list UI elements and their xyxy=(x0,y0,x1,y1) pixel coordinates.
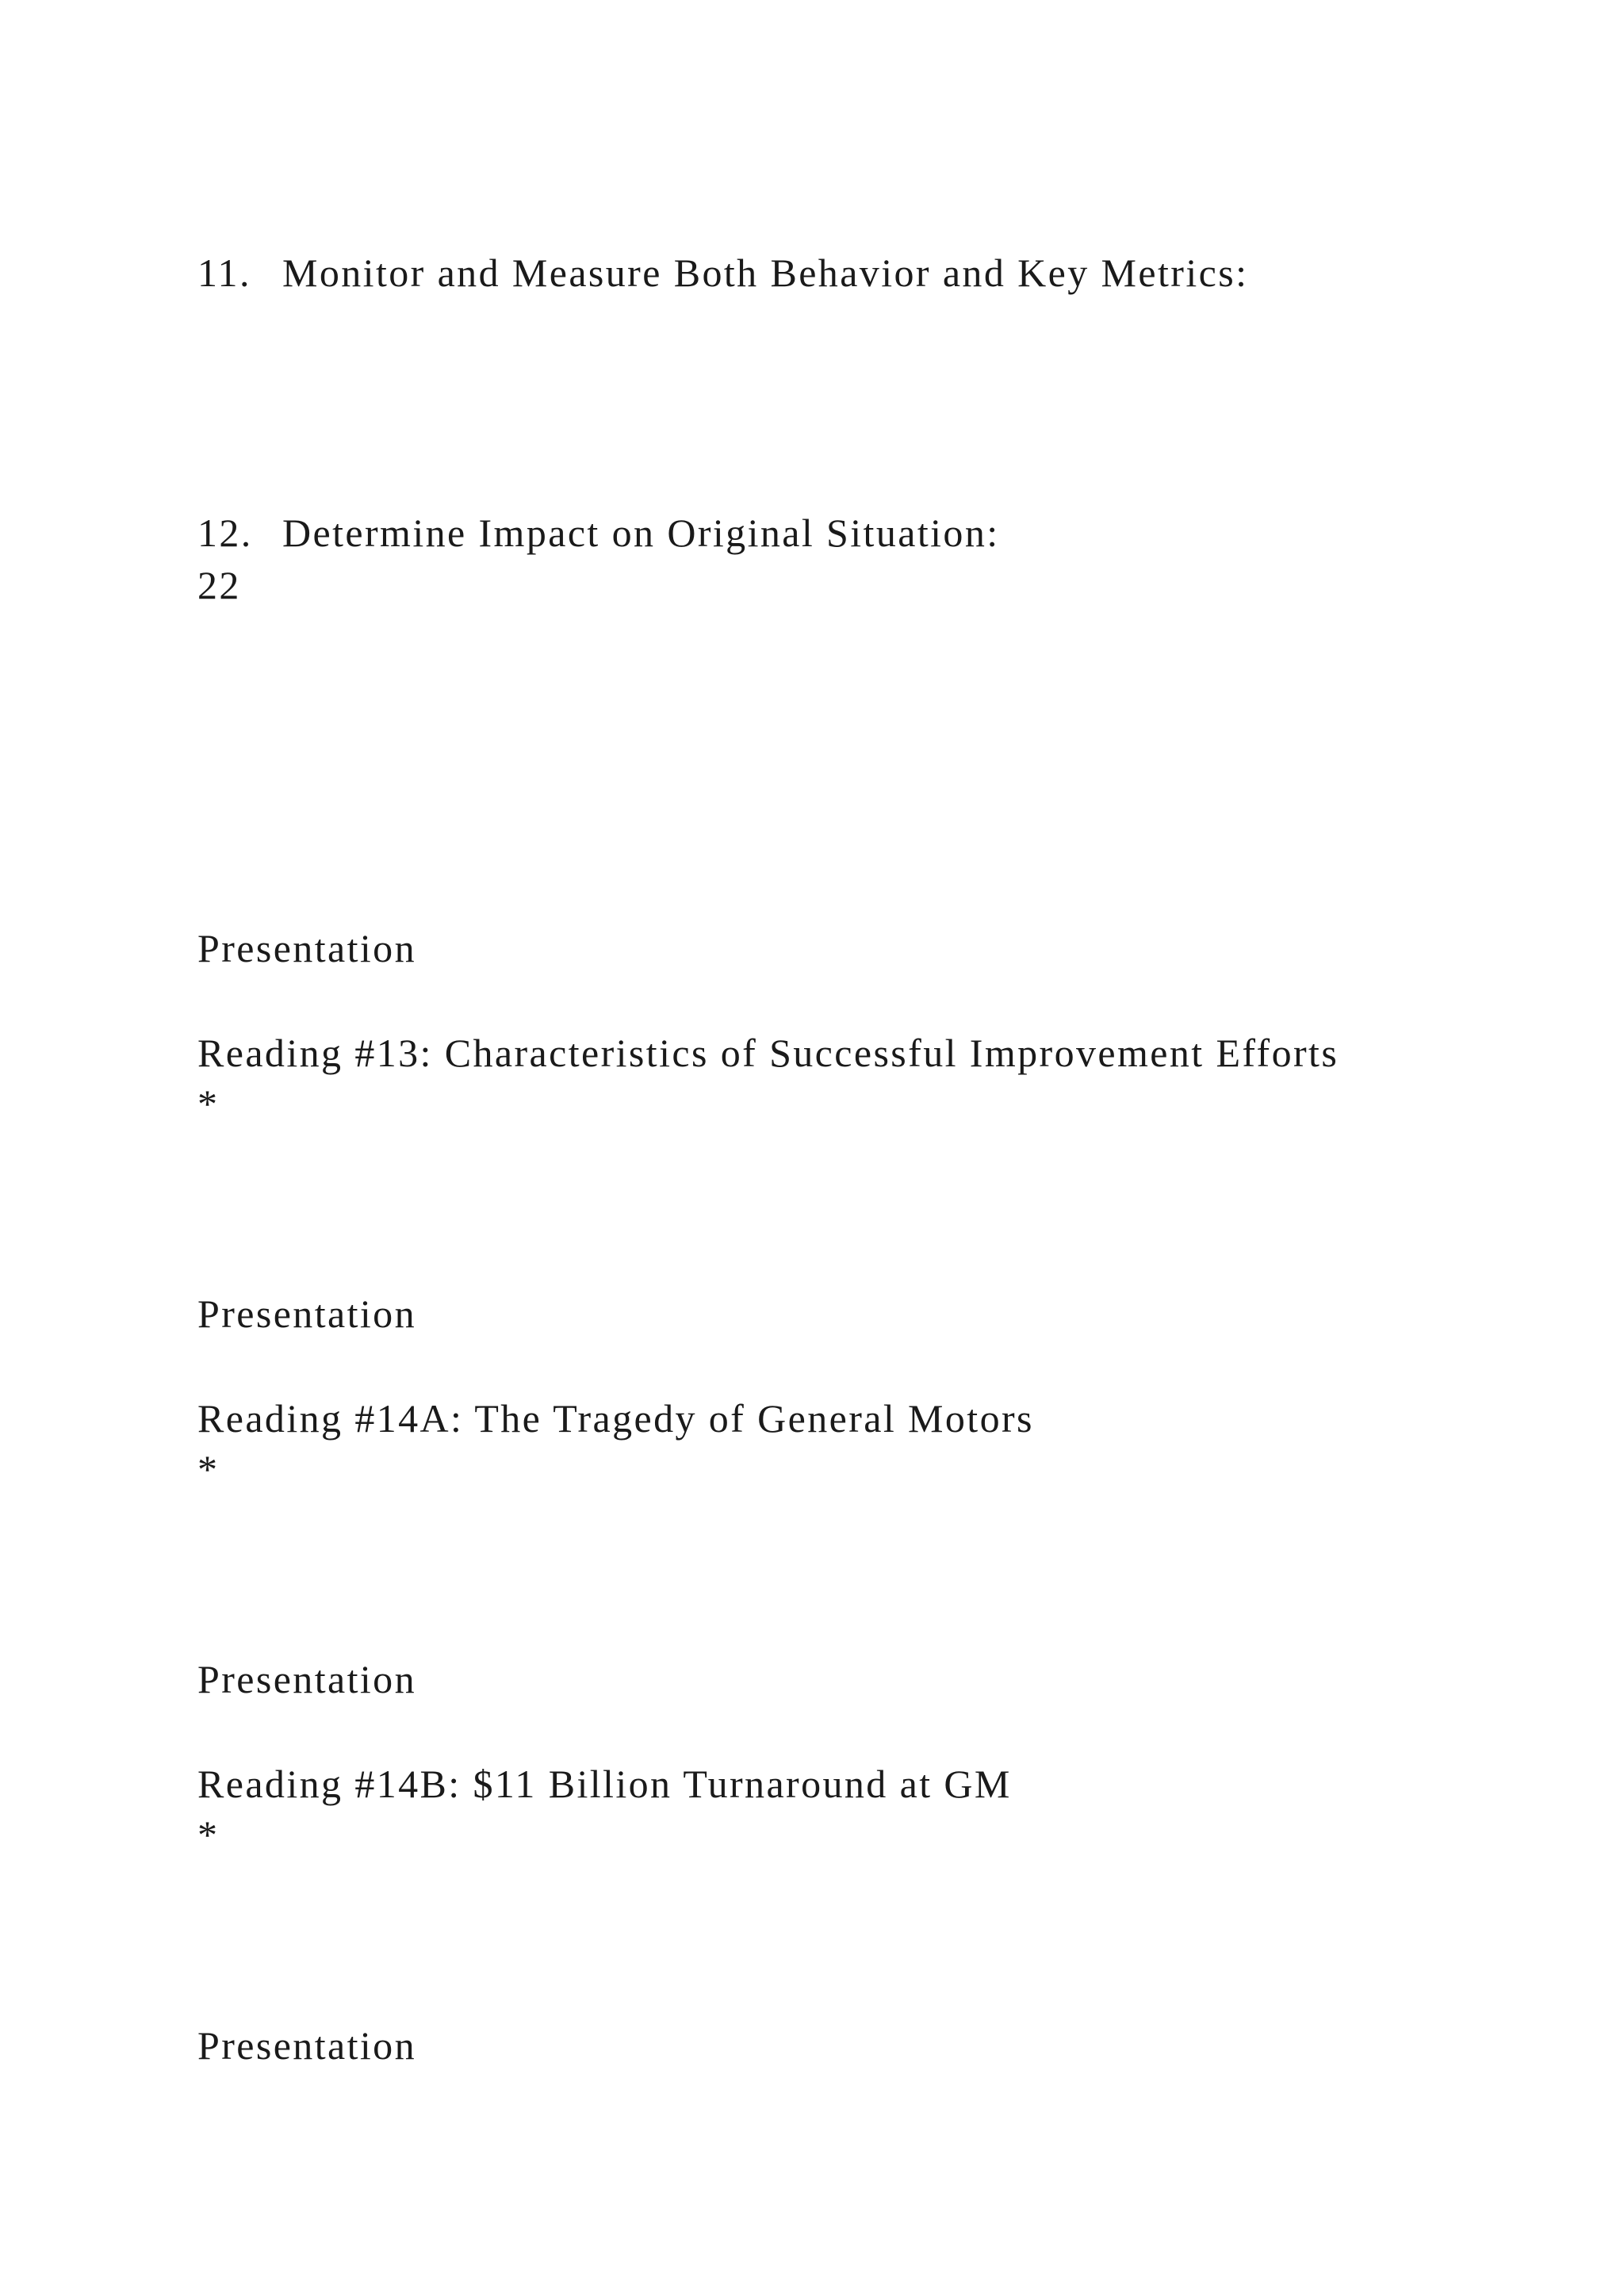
asterisk-marker: * xyxy=(197,1812,220,1857)
list-item-text: Monitor and Measure Both Behavior and Key Metrics: xyxy=(282,251,1249,295)
list-item-number: 12. xyxy=(197,511,253,555)
presentation-heading: Presentation xyxy=(197,2023,416,2068)
list-item-text: Determine Impact on Original Situation: xyxy=(282,511,1000,555)
asterisk-marker: * xyxy=(197,1081,220,1126)
presentation-heading: Presentation xyxy=(197,1657,416,1701)
list-item-11 xyxy=(197,249,1248,297)
reading-title: Reading #14B: $11 Billion Turnaround at GM xyxy=(197,1762,1012,1806)
asterisk-marker: * xyxy=(197,1447,220,1491)
slide-number: 22 xyxy=(197,563,241,607)
list-item-12 xyxy=(197,509,1000,557)
reading-title: Reading #13: Characteristics of Successful Improvement Efforts xyxy=(197,1031,1339,1075)
presentation-heading: Presentation xyxy=(197,926,416,970)
list-item-number: 11. xyxy=(197,251,251,295)
reading-title: Reading #14A: The Tragedy of General Motors xyxy=(197,1396,1034,1441)
presentation-heading: Presentation xyxy=(197,1292,416,1336)
